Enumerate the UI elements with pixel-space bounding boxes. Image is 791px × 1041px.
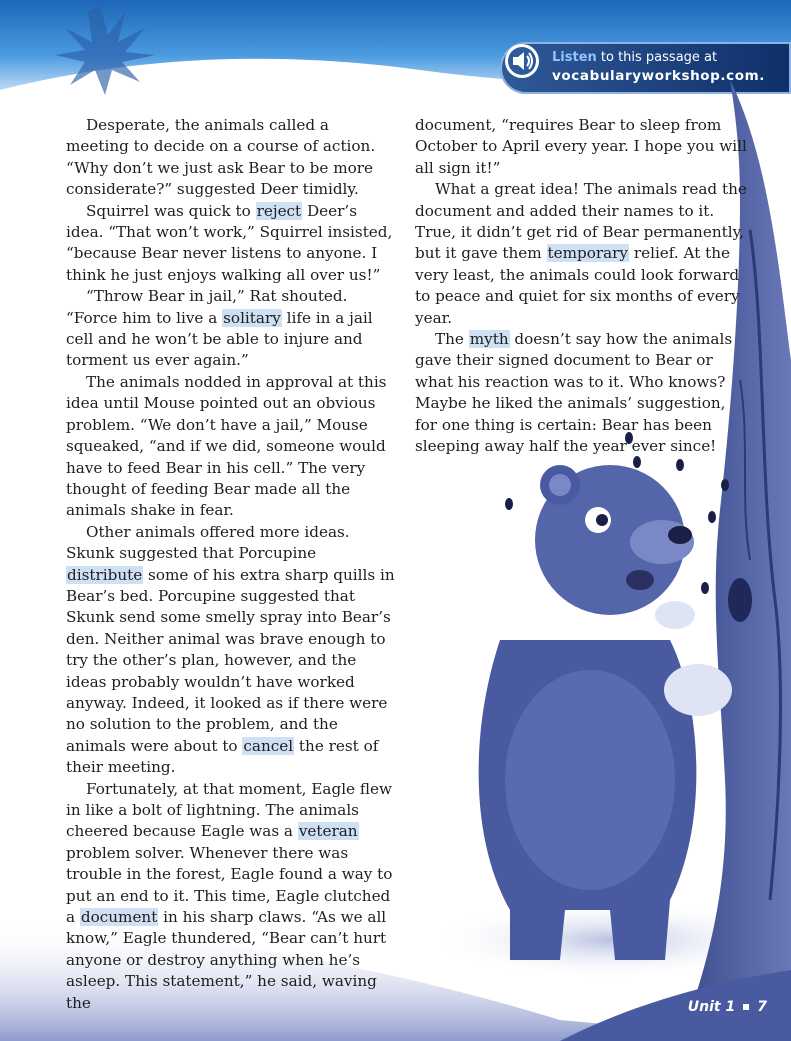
- left-column: [66, 115, 396, 1014]
- vocab-word-myth: myth: [469, 330, 509, 349]
- paragraph: “Throw Bear in jail,” Rat shouted. “Force him to live a solitary life in a jail cell and he won’t be able to injure and torment us ever again.”: [66, 287, 373, 370]
- paragraph: Desperate, the animals called a meeting to decide on a course of action. “Why don’t we just ask Bear to be more considerate?” suggested Deer timidly.: [66, 116, 376, 199]
- speaker-icon[interactable]: [504, 43, 540, 79]
- paragraph: Other animals offered more ideas. Skunk suggested that Porcupine distribute some of his extra sharp quills in Bear’s bed. Porcupine suggested that Skunk send some smelly spray into Bear’s den. Neither animal was brave enough to try the other’s plan, however, and the ideas probably wouldn’t have worked anyway. Indeed, it looked as if there were no solution to the problem, and the animals were about to cancel the rest of their meeting.: [66, 522, 395, 777]
- website-link[interactable]: vocabularyworkshop.com.: [552, 68, 766, 84]
- page-footer: [688, 999, 767, 1015]
- bear: [479, 465, 732, 960]
- listen-caption: to this passage at: [596, 50, 718, 65]
- paragraph: The animals nodded in approval at this idea until Mouse pointed out an obvious problem. “We don’t have a jail,” Mouse squeaked, “and if we did, someone would have to feed Bear in his cell.” The very thought of feeding Bear made all the animals shake in fear.: [66, 372, 387, 520]
- vocab-word-document: document: [80, 908, 158, 927]
- unit-label: Unit 1: [687, 999, 736, 1015]
- paragraph: document, “requires Bear to sleep from October to April every year. I hope you will all sign it!”: [415, 116, 747, 177]
- tree-hollow: [728, 578, 752, 622]
- paragraph: Squirrel was quick to reject Deer’s idea. “That won’t work,” Squirrel insisted, “because Bear never listens to anyone. I think he just enjoys walking all over us!”: [66, 201, 393, 284]
- vocab-word-distribute: distribute: [67, 565, 143, 584]
- vocab-word-veteran: veteran: [298, 822, 358, 841]
- vocab-word-temporary: temporary: [547, 244, 629, 263]
- paragraph: Fortunately, at that moment, Eagle flew in like a bolt of lightning. The animals cheered because Eagle was a veteran problem solver. Whenever there was trouble in the forest, Eagle found a way to put an end to it. This time, Eagle clutched a document in his sharp claws. “As we all know,” Eagle thundered, “Bear can’t hurt anyone or destroy anything when he’s asleep. This statement,” he said, waving the: [66, 779, 393, 1012]
- page-number: 7: [757, 999, 767, 1015]
- vocab-word-cancel: cancel: [243, 736, 294, 755]
- bullet-separator: [743, 1004, 749, 1010]
- right-column: [415, 115, 750, 458]
- vocab-word-solitary: solitary: [223, 308, 281, 327]
- honey-comb: [664, 664, 732, 716]
- paragraph: What a great idea! The animals read the document and added their names to it. True, it didn’t get rid of Bear permanently, but it gave them temporary relief. At the very least, the animals could look forward to peace and quiet for six months of every year.: [415, 180, 747, 327]
- paragraph: The myth doesn’t say how the animals gave their signed document to Bear or what his reaction was to it. Who knows? Maybe he liked the animals’ suggestion, for one thing is certain: Bear has been sleeping away half the year ever since!: [415, 330, 733, 456]
- listen-label: Listen: [552, 50, 597, 65]
- vocab-word-reject: reject: [256, 201, 302, 220]
